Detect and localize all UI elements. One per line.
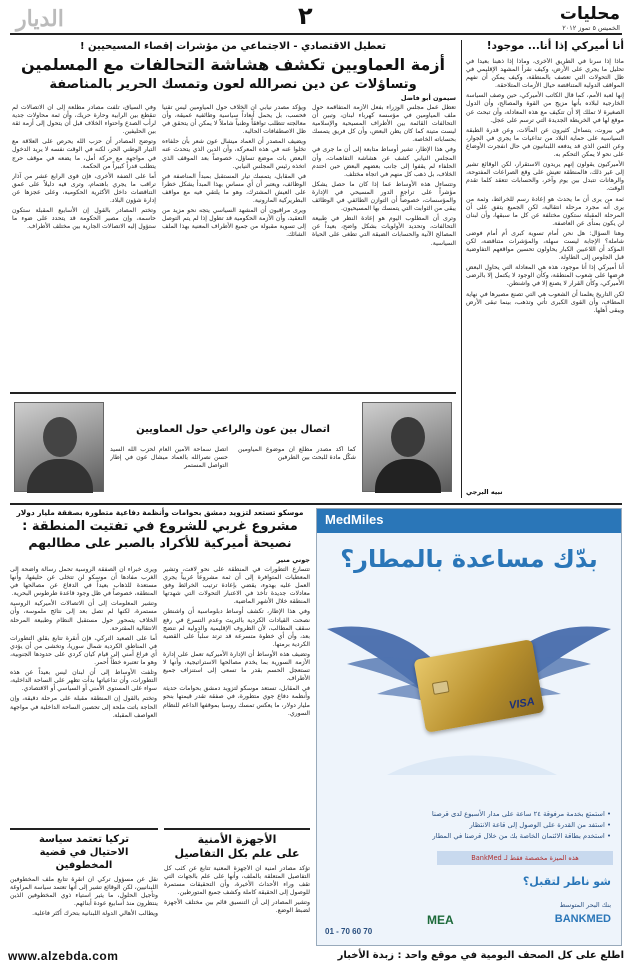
bottom-left-headline-2: الاحتيال في قضية المخطوفين bbox=[39, 847, 129, 871]
lead-body bbox=[10, 104, 456, 390]
photo-strip-title: اتصال بين عون والراعي حول العماويين bbox=[136, 424, 330, 435]
card-chip-icon bbox=[432, 680, 450, 695]
bottom-mid-headline-2: على علم بكل التفاصيل bbox=[174, 847, 300, 860]
lead-body-col3: وفي السياق، تلفت مصادر مطلعة إلى أن الاتصالات لم تنقطع بين الرابية وحارة حريك، وأن ثمة محاولات جدية لرأب الصدع واحتواء الخلاف قبل أن يتحول إلى أزمة ثقة بين الحليفين. وتوضح المصادر أن حزب الله يحرص على العلاقة مع التيار الوطني الحر، لكنه في الوقت نفسه لا يريد الدخول في مواجهة مع حركة أمل، ما يضعه في موقف حرج يتطلب قدراً كبيراً من الحكمة. أما على الضفة الأخرى، فإن قوى الرابع عشر من آذار تراقب ما يجري باهتمام، وترى فيه دليلاً على عمق التناقضات داخل الأكثرية الحكومية، وعلى عجزها عن إدارة شؤون البلاد. وتختم المصادر بالقول إن الأسابيع المقبلة ستكون حاسمة، وإن مصير الحكومة قد يتحدد على ضوء ما ستؤول إليه الاتصالات الجارية بين مختلف الأطراف. bbox=[12, 104, 156, 231]
bottom-mid-body: تؤكد مصادر أمنية أن الأجهزة المعنية تتابع عن كثب كل التفاصيل المتعلقة بالملف، وأنها على علم بالجهات التي تقف وراء الأحداث الأخيرة، وأن التحقيقات مستمرة للوصول إلى الحقيقة كاملة وكشف جميع المتورطين. وتشير المصادر إلى أن التنسيق قائم بين مختلف الأجهزة لضبط الوضع. bbox=[164, 865, 310, 915]
masthead-rule bbox=[10, 33, 622, 35]
ad-tagline: بدّك مساعدة بالمطار؟ bbox=[340, 545, 598, 573]
issue-date: الخميس ٥ تموز ٢٠١٢ bbox=[562, 24, 620, 32]
footer-bar bbox=[0, 948, 632, 965]
bankmed-logo: BANKMED bbox=[554, 913, 611, 925]
footer-tagline: اطلع على كل الصحف اليومية في موقع واحد : زبدة الأخبار bbox=[337, 950, 624, 961]
masthead bbox=[0, 0, 632, 34]
column-right bbox=[466, 40, 624, 498]
ad-bullet-2: • استفد من القدرة على الوصول إلى قاعة الانتظار bbox=[469, 821, 611, 829]
bottom-left-headline-1: تركيا تعتمد سياسة bbox=[38, 834, 130, 845]
bottom-story-left bbox=[10, 828, 158, 946]
mea-logo: MEA bbox=[427, 913, 454, 927]
syria-body-col2: ويرى خبراء أن الصفقة الروسية تحمل رسالة واضحة إلى الغرب مفادها أن موسكو لن تتخلى عن حليفها، وأنها مستعدة للذهاب بعيداً في الدفاع عن مصالحها في المنطقة، خصوصاً في ظل وجود قاعدة طرطوس البحرية. وتشير المعلومات إلى أن الاتصالات الأميركية الروسية مستمرة، لكنها لم تصل بعد إلى نتائج ملموسة، وأن الخلاف يتمحور حول مستقبل النظام وطبيعة المرحلة الانتقالية المقترحة. أما على الصعيد التركي، فإن أنقرة تتابع بقلق التطورات في المناطق الكردية شمال سوريا، وتخشى من أن يؤدي أي فراغ أمني إلى قيام كيان كردي على حدودها الجنوبية، وهو ما تعتبره خطاً أحمر. وتلفت الأوساط إلى أن لبنان ليس بعيداً عن هذه التطورات، وأن تداعياتها بدأت تظهر على الساحة الداخلية، سواء على المستوى الأمني أو السياسي أو الاقتصادي. وتختم بالقول إن المنطقة مقبلة على مرحلة دقيقة، وإن الحاجة باتت ملحة إلى تحصين الساحة الداخلية في مواجهة العواصف المقبلة. bbox=[10, 566, 157, 719]
photo-strip bbox=[10, 392, 456, 498]
bottom-mid-headline-1: الأجهزة الأمنية bbox=[197, 833, 277, 846]
newspaper-logo: الديار bbox=[16, 6, 64, 32]
lead-byline: سيمون أبو فاضل bbox=[400, 94, 456, 102]
lead-body-col2: ويؤكد مصدر نيابي أن الخلاف حول المياومين ليس تقنياً فحسب، بل يحمل أبعاداً سياسية وطائفية عميقة، وأن معالجته تتطلب توافقاً وطنياً شاملاً لا يمكن أن يتحقق في ظل الاصطفافات الحالية. ويضيف المصدر أن العماد ميشال عون شعر بأن حلفاءه تخلوا عنه في هذه المعركة، وأن الدين الذي يتحدث عنه البعض بات موضع تساؤل، خصوصاً بعد الموقف الذي اتخذه رئيس المجلس النيابي. في المقابل، يتمسك تيار المستقبل بمبدأ المناصفة في الوظائف، ويعتبر أن أي مساس بهذا المبدأ يشكل خطراً على العيش المشترك، وهو ما يلتقي فيه مع مواقف البطريركية المارونية. ويرى مراقبون أن المشهد السياسي يتجه نحو مزيد من التعقيد، وأن الأزمة الحكومية قد تطول إذا لم يتم التوصل إلى تسوية مقبولة من جميع الأطراف المعنية بهذا الملف الشائك. bbox=[162, 104, 306, 239]
page-number: ٢ bbox=[298, 2, 313, 30]
bankmed-advertisement[interactable] bbox=[316, 508, 622, 946]
visa-logo: VISA bbox=[508, 695, 536, 712]
person-silhouette-icon bbox=[43, 417, 77, 457]
photo-left bbox=[14, 402, 104, 492]
photo-right bbox=[362, 402, 452, 492]
ad-header bbox=[317, 509, 621, 533]
syria-headline-1: مشروع غربي للشروع في تفتيت المنطقة : bbox=[22, 519, 298, 534]
medmiles-logo: MedMiles bbox=[325, 512, 384, 527]
bankmed-caption: بنك البحر المتوسط bbox=[559, 901, 611, 909]
photo-caption-left: اتصل سماحة الأمين العام لحزب الله السيد حسن نصرالله بالعماد ميشال عون في إطار التواصل المستمر bbox=[110, 446, 228, 470]
footer-url[interactable]: www.alzebda.com bbox=[8, 949, 119, 963]
ad-bullets bbox=[325, 809, 611, 842]
lead-body-col1: تعطل عمل مجلس الوزراء بفعل الأزمة المتفاقمة حول ملف المياومين في مؤسسة كهرباء لبنان، وتبين أن التحالفات القائمة بين الأطراف المسيحية والإسلامية ليست متينة كما كان يظن البعض، وأن كل فريق يتمسك بحساباته الخاصة. وفي هذا الإطار، تشير أوساط متابعة إلى أن ما جرى في المجلس النيابي كشف عن هشاشة التفاهمات، وأن الحلفاء لم يقفوا إلى جانب بعضهم البعض حين احتدم الخلاف، بل ذهب كل منهم في اتجاه مختلف. وتتساءل هذه الأوساط عما إذا كان ما حصل يشكل مؤشراً على تراجع الدور المسيحي في الإدارة والمؤسسات، خصوصاً أن التوازن الطائفي في الوظائف يبقى من الثوابت التي يتمسك بها المسيحيون. وترى أن المطلوب اليوم هو إعادة النظر في طبيعة التحالفات، وتحديد الأولويات بشكل واضح، بعيداً عن المصالح الآنية والحسابات الضيقة التي تطغى على الحياة السياسية. bbox=[312, 104, 456, 247]
syria-body bbox=[10, 566, 310, 824]
ad-bullet-3: • استخدم بطاقة الائتمان الخاصة بك من خلال قرصنا في المطار bbox=[432, 832, 611, 840]
column-right-body: ماذا إذا سرنا في الطريق الأخرى، وماذا إذا ذهبنا بعيداً في تحليل ما يجري على الأرض، وكيف نقرأ المشهد الإقليمي في ظل التحولات التي تعصف بالمنطقة، وكيف يمكن أن نفهم المواقف الدولية المتناقضة حيال الأزمات المتلاحقة. إنها لعبة الأمم، كما قال الكاتب الأميركي، حين وصف السياسة الخارجية لبلاده بأنها مزيج من القوة والمصالح، وأن الدول الصغيرة لا تملك إلا أن تتكيف مع هذه المعادلة، وأن تبحث عن موقع لها في الخريطة الجديدة التي ترسم على عجل. في بيروت، يتساءل كثيرون عن المآلات، وعن قدرة الطبقة السياسية على حماية البلاد من تداعيات ما يجري في الجوار، وعن الثمن الذي قد يدفعه اللبنانيون في حال انفجرت الأوضاع على نحو لا يمكن التحكم به. الأميركيون يقولون إنهم يريدون الاستقرار، لكن الوقائع تشير إلى غير ذلك، فالمنطقة تعيش على وقع الصراعات المفتوحة، والرهانات تتبدل بين يوم وآخر، والحسابات تتعقد كلما تقدم الوقت. ثمة من يرى أن ما يحدث هو إعادة رسم للخرائط، وثمة من يرى أنه مجرد مرحلة انتقالية، لكن الجميع يتفق على أن المرحلة المقبلة ستكون مختلفة عن كل ما سبقها، وأن لبنان لن يكون بمنأى عن العاصفة. وهنا السؤال: هل نحن أمام تسوية كبرى أم أمام فوضى شاملة؟ الإجابة ليست سهلة، والمؤشرات متناقضة، لكن المؤكد أن اللاعبين الكبار يحاولون تحسين مواقعهم التفاوضية قبل الجلوس إلى الطاولة. أنا أميركي إذا أنا موجود، هذه هي المعادلة التي يحاول البعض فرضها على شعوب المنطقة، وكأن الوجود لا يكتمل إلا بالرضى الأميركي، وكأن القرار لا يصنع إلا في واشنطن. لكن التاريخ يعلمنا أن الشعوب هي التي تصنع مصيرها في نهاية المطاف، وأن القوى الكبرى تأتي وتذهب، بينما تبقى الأرض ويبقى أهلها. bbox=[466, 58, 624, 314]
bottom-story-mid bbox=[164, 828, 310, 946]
lead-headline: أزمة العماويين تكشف هشاشة التحالفات مع المسلمين bbox=[20, 55, 446, 74]
syria-story bbox=[10, 508, 310, 824]
column-right-title: أنا أميركي إذا أنا... موجود! bbox=[486, 40, 624, 52]
person-silhouette-icon bbox=[391, 417, 425, 457]
lead-kicker: تعطيل الاقتصادي - الاجتماعي من مؤشرات إقصاء المسيحيين ! bbox=[79, 41, 387, 52]
section-rule bbox=[10, 503, 622, 505]
syria-byline: جوني منير bbox=[276, 556, 310, 564]
ad-bullet-1: • استمتع بخدمة مرفوقة ٢٤ ساعة على مدار الأسبوع لدى قرصنا bbox=[431, 810, 611, 818]
column-divider bbox=[461, 40, 462, 498]
bottom-left-body: نقل عن مسؤول تركي أن أنقرة تتابع ملف المخطوفين اللبنانيين، لكن الوقائع تشير إلى أنها تعتمد سياسة المراوغة وتأجيل الحلول، ما يثير استياء ذوي المخطوفين الذين ينتظرون منذ أسابيع عودة أبنائهم. ويطالب الأهالي الدولة اللبنانية بتحرك أكثر فاعلية. bbox=[10, 876, 158, 918]
photo-caption-right: كما أكد مصدر مطلع أن موضوع المياومين شكّل مادة للبحث بين الطرفين bbox=[238, 446, 356, 462]
syria-body-col1: تتسارع التطورات في المنطقة على نحو لافت، وتشير المعطيات المتوافرة إلى أن ثمة مشروعاً غربياً يجري العمل عليه بهدوء، يقضي بإعادة ترتيب الخرائط وفق معادلات جديدة تأخذ في الاعتبار التحولات التي شهدتها المنطقة خلال الأشهر الماضية. وفي هذا الإطار، تكشف أوساط دبلوماسية أن واشنطن نصحت القيادات الكردية بالتريث وعدم التسرع في رفع سقف المطالب، لأن الظروف الإقليمية والدولية لم تنضج بعد، وأن أي خطوة متسرعة قد ترتد سلباً على القضية الكردية برمتها. وتضيف هذه الأوساط أن الإدارة الأميركية تعمل على إدارة الأزمة السورية بما يخدم مصالحها الاستراتيجية، وأنها لا تستعجل الحسم بقدر ما تسعى إلى استنزاف جميع الأطراف. في المقابل، تستعد موسكو لتزويد دمشق بحوامات حديثة وأنظمة دفاع جوي متطورة، في صفقة تقدر قيمتها بنحو مليار دولار، ما يعكس تمسك روسيا بموقفها الداعم للنظام السوري. bbox=[163, 566, 310, 717]
ad-phone[interactable]: 01 - 70 60 70 bbox=[325, 927, 373, 936]
lead-subheadline: وتساؤلات عن دين نصرالله لعون وتمسك الحرير بالمناصفة bbox=[49, 77, 417, 92]
syria-headline-2: نصيحة أميركية للأكراد بالصبر على مطالبهم bbox=[28, 535, 292, 550]
section-title: محليات bbox=[559, 4, 620, 24]
column-right-byline: نبيه البرجي bbox=[466, 488, 503, 496]
ad-offer-banner: هذه الميزة مخصصة فقط لـ BankMed bbox=[437, 851, 613, 865]
ad-cta[interactable]: شو ناطر لتقبل؟ bbox=[522, 875, 611, 888]
syria-kicker: موسكو تستعد لتزويد دمشق بحوامات وأنظمة دفاعية متطورة بصفقة مليار دولار bbox=[16, 508, 304, 517]
lead-story bbox=[10, 40, 456, 390]
